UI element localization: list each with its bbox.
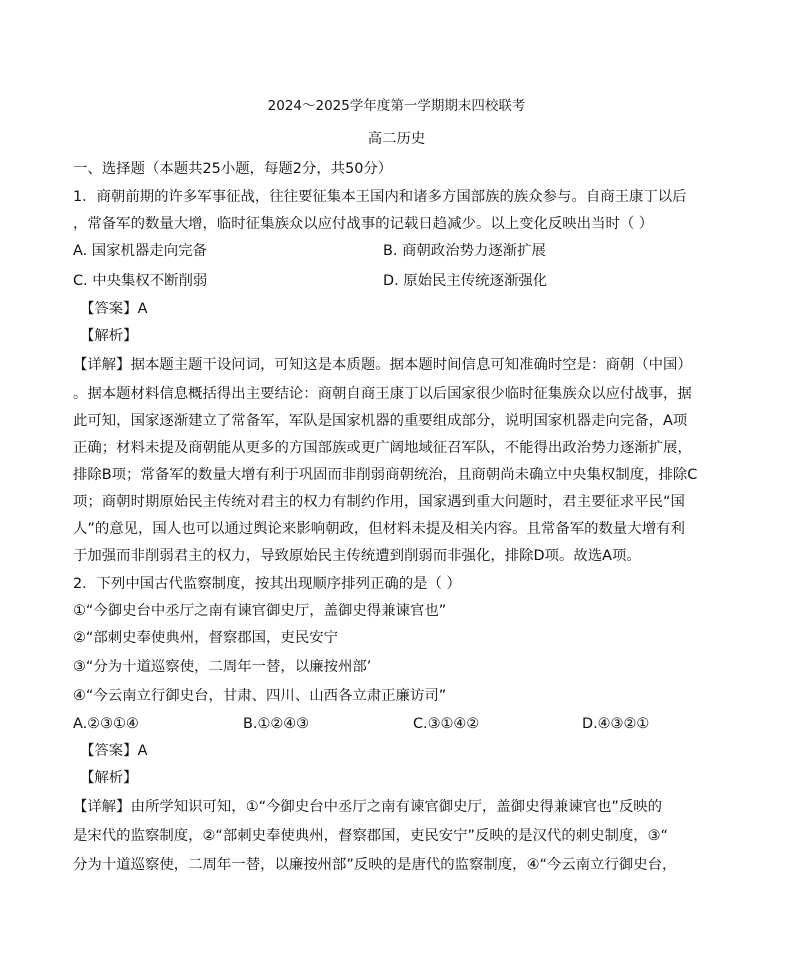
exam-title: 2024～2025学年度第一学期期末四校联考 — [267, 98, 526, 114]
q2-detail-line-1: 【详解】由所学知识可知，①“今御史台中丞厅之南有谏官御史厅，盖御史得兼谏官也”反映的 — [73, 799, 663, 815]
q1-option-a: A. 国家机器走向完备 — [73, 243, 207, 259]
q1-detail-line-6: 项；商朝时期原始民主传统对君主的权力有制约作用，国家遇到重大问题时，君主要征求平民“国 — [73, 494, 685, 510]
q2-option-c: C.③①④② — [413, 716, 480, 732]
q1-answer: 【答案】A — [80, 301, 148, 317]
q1-detail-line-3: 此可知，国家逐渐建立了常备军，军队是国家机器的重要组成部分，说明国家机器走向完备，A项 — [73, 413, 688, 429]
exam-subject: 高二历史 — [367, 131, 426, 147]
q2-option-d: D.④③②① — [582, 716, 650, 732]
q2-detail-line-2: 是宋代的监察制度，②“部刺史奉使典州，督察郡国，吏民安宁”反映的是汉代的刺史制度，③“ — [73, 828, 669, 844]
section-heading: 一、选择题（本题共25小题，每题2分，共50分） — [73, 161, 393, 177]
q1-stem-line-2: ，常备军的数量大增，临时征集族众以应付战事的记载日趋减少。以上变化反映出当时（ ） — [73, 216, 654, 232]
q1-detail-line-1: 【详解】据本题主题干设问词，可知这是本质题。据本题时间信息可知准确时空是：商朝（中国） — [73, 357, 692, 373]
q1-option-c: C. 中央集权不断削弱 — [73, 273, 208, 289]
q1-analysis-label: 【解析】 — [80, 328, 138, 344]
q2-detail-line-3: 分为十道巡察使，二周年一替，以廉按州部”反映的是唐代的监察制度，④“今云南立行御史台， — [73, 857, 677, 873]
q1-detail-line-5: 排除B项；常备军的数量大增有利于巩固而非削弱商朝统治，且商朝尚未确立中央集权制度，排除C — [73, 467, 698, 483]
q2-item-4: ④“今云南立行御史台，甘肃、四川、山西各立肃正廉访司” — [73, 688, 447, 704]
q2-answer: 【答案】A — [80, 743, 148, 759]
q2-stem: 2．下列中国古代监察制度，按其出现顺序排列正确的是（ ） — [73, 576, 461, 592]
q1-detail-line-4: 正确；材料未提及商朝能从更多的方国部族或更广阔地域征召军队，不能得出政治势力逐渐扩展， — [73, 440, 692, 456]
q1-stem-line-1: 1．商朝前期的许多军事征战，往往要征集本王国内和诸多方国部族的族众参与。自商王康丁以后 — [73, 189, 687, 205]
q1-option-d: D. 原始民主传统逐渐强化 — [383, 273, 548, 289]
q1-detail-line-2: 。据本题材料信息概括得出主要结论：商朝自商王康丁以后国家很少临时征集族众以应付战事，据 — [73, 386, 692, 402]
q1-detail-line-7: 人”的意见，国人也可以通过舆论来影响朝政，但材料未提及相关内容。且常备军的数量大增有利 — [73, 521, 685, 537]
q2-option-b: B.①②④③ — [243, 716, 310, 732]
q2-analysis-label: 【解析】 — [80, 770, 138, 786]
q2-item-1: ①“今御史台中丞厅之南有谏官御史厅，盖御史得兼谏官也” — [73, 603, 447, 619]
q2-item-2: ②“部刺史奉使典州，督察郡国，吏民安宁 — [73, 630, 338, 646]
q2-option-a: A.②③①④ — [73, 716, 139, 732]
q2-item-3: ③“分为十道巡察使，二周年一替，以廉按州部’ — [73, 659, 372, 675]
q1-detail-line-8: 于加强而非削弱君主的权力，导致原始民主传统遭到削弱而非强化，排除D项。故选A项。 — [73, 548, 641, 564]
q1-option-b: B. 商朝政治势力逐渐扩展 — [383, 243, 546, 259]
